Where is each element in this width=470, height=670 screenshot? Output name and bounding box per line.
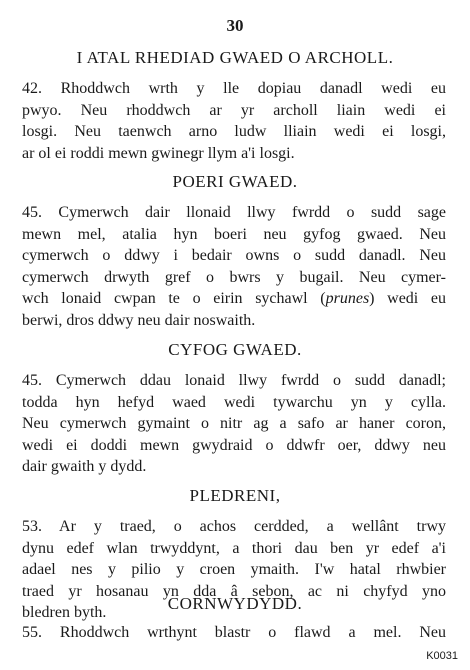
section-title-pledreni: PLEDRENI, <box>189 486 281 505</box>
section-title-cyfog-gwaed: CYFOG GWAED. <box>168 340 302 359</box>
text-line: wch lonaid cwpan te o eirin sychawl (prunes) wedi eu <box>22 290 447 307</box>
reference-code: K0031 <box>426 650 458 662</box>
paragraph-45b <box>22 370 446 478</box>
paragraph-45a <box>22 202 446 331</box>
text-line: dair gwaith y dydd. <box>22 458 147 475</box>
text-line: cymerwch drwyth gref o bwrs y bugail. Neu cymer- <box>22 268 446 286</box>
text-line: 45. Cymerwch dair llonaid llwy fwrdd o sudd sage <box>22 204 446 221</box>
text-line: pwyo. Neu rhoddwch ar yr archoll liain wedi ei <box>22 101 446 119</box>
section-title-atal-rhediad: I ATAL RHEDIAD GWAED O ARCHOLL. <box>76 48 394 67</box>
italic-word: prunes <box>325 290 370 307</box>
text-line: adael nes y pilio y croen ymaith. I'w hatal rhwbier <box>22 561 446 578</box>
section-title-cornwydydd: CORNWYDYDD. <box>167 594 303 613</box>
text-line: 42. Rhoddwch wrth y lle dopiau danadl wedi eu <box>22 80 446 97</box>
text-line: Neu cymerwch gymaint o nitr ag a safo ar haner coron, <box>22 415 446 432</box>
text-line: 55. Rhoddwch wrthynt blastr o flawd a mel. Neu <box>22 624 446 641</box>
section-title-poeri-gwaed: POERI GWAED. <box>172 172 298 191</box>
text-line: dynu edef wlan trwyddynt, a thori dau ben yr edef a'i <box>22 539 446 557</box>
text-line: 45. Cymerwch ddau lonaid llwy fwrdd o sudd danadl; <box>22 372 446 389</box>
text-line: ar ol ei roddi mewn gwinegr llym a'i losgi. <box>22 144 295 162</box>
text-line: 53. Ar y traed, o achos cerdded, a wellânt trwy <box>22 518 446 535</box>
text-line: todda hyn hefyd waed wedi tywarchu yn y cylla. <box>22 393 446 411</box>
text-line: mewn mel, atalia hyn boeri neu gyfog gwaed. Neu <box>22 225 446 243</box>
text-line: cymerwch o ddwy i bedair owns o sudd danadl. Neu <box>22 247 446 264</box>
text-line: traed yr hosanau yn dda â sebon, ac ni chyfyd yno <box>22 582 446 600</box>
text-line: berwi, dros ddwy neu dair noswaith. <box>22 311 256 329</box>
text-line: bledren byth. <box>22 604 107 621</box>
text-line: wedi ei doddi mewn gwydraid o ddwfr oer, ddwy neu <box>22 436 446 454</box>
paragraph-55 <box>22 622 446 644</box>
paragraph-42 <box>22 78 446 164</box>
page-number: 30 <box>226 16 244 35</box>
text-line: losgi. Neu taenwch arno ludw lliain wedi ei losgi, <box>22 123 446 140</box>
